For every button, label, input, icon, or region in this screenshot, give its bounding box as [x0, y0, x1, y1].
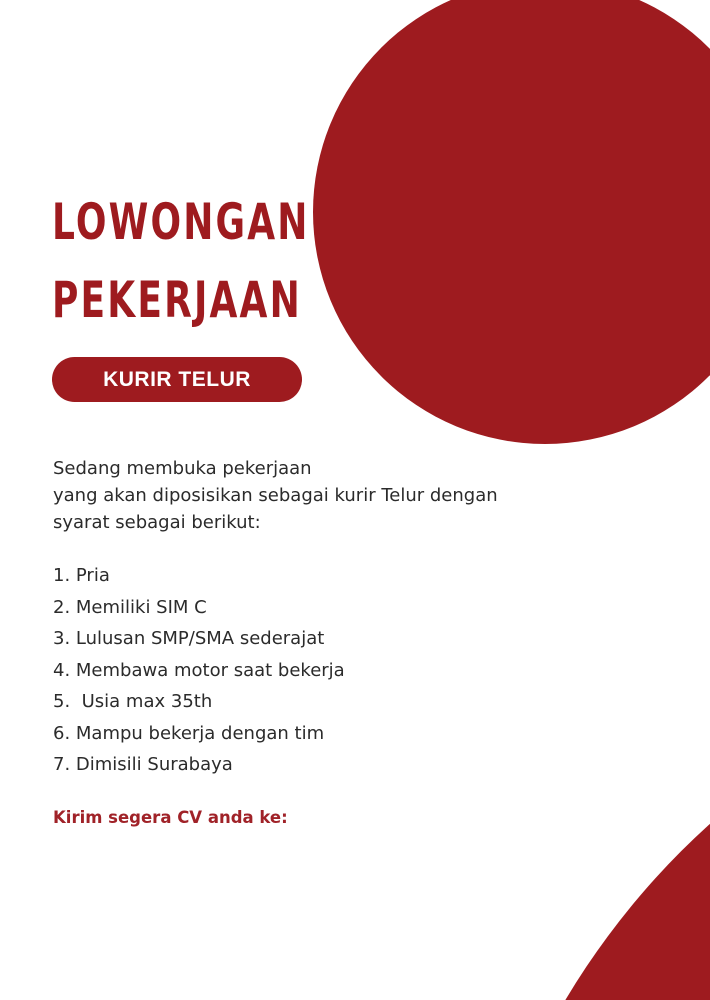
requirement-item: 1. Pria [53, 565, 110, 586]
position-badge [52, 357, 302, 402]
intro-line: syarat sebagai berikut: [53, 512, 261, 533]
requirement-item: 5. Usia max 35th [53, 691, 213, 712]
intro-line: Sedang membuka pekerjaan [53, 458, 312, 479]
position-badge-label: KURIR TELUR [103, 367, 251, 391]
intro-line: yang akan diposisikan sebagai kurir Telur dengan [53, 485, 498, 506]
requirement-item: 4. Membawa motor saat bekerja [53, 659, 345, 681]
requirement-item: 2. Memiliki SIM C [53, 596, 207, 618]
page-title-line-2: PEKERJAAN [52, 271, 302, 329]
top-right-red-circle [313, 0, 710, 444]
page-title-line-1: LOWONGAN [52, 193, 310, 251]
requirements-list [53, 560, 345, 781]
requirement-item: 3. Lulusan SMP/SMA sederajat [53, 628, 325, 649]
requirement-item: 6. Mampu bekerja dengan tim [53, 722, 325, 744]
call-to-action: Kirim segera CV anda ke: [53, 808, 288, 827]
bottom-right-red-circle [458, 628, 710, 1000]
intro-paragraph [53, 455, 613, 536]
requirement-item: 7. Dimisili Surabaya [53, 754, 233, 775]
